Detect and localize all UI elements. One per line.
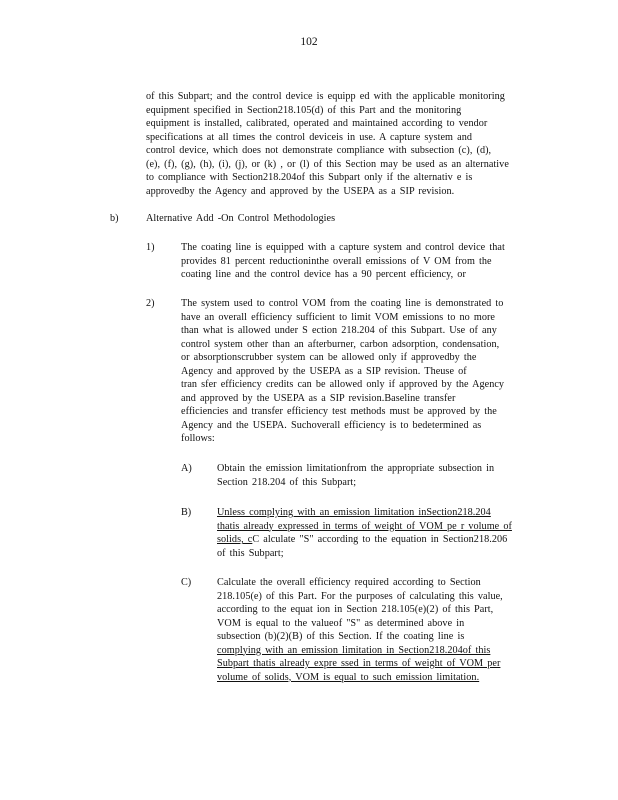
subitem-b-line xyxy=(217,533,507,546)
section-b-title: Alternative Add -On Control Methodologies xyxy=(146,213,336,224)
section-b-label: b) xyxy=(110,213,119,224)
intro-line: equipment specified in Section218.105(d) of this Part and the monitoring xyxy=(146,104,462,116)
item-2-label: 2) xyxy=(146,298,155,309)
subitem-b-line: of this Subpart; xyxy=(217,547,284,559)
subitem-b-line-rest: C alculate "S" according to the equation in Section218.206 xyxy=(252,534,508,545)
item-1-line: coating line and the control device has a 90 percent efficiency, or xyxy=(181,269,466,280)
subitem-b-inserted-line: Unless complying with an emission limitation inSection218.204 xyxy=(217,507,491,518)
item-2-line: or absorptionscrubber system can be allowed only if approvedby the xyxy=(181,352,477,363)
intro-line: (e), (f), (g), (h), (i), (j), or (k) , or (l) of this Section may be used as an alternative xyxy=(146,158,509,170)
item-1-label: 1) xyxy=(146,242,155,253)
subitem-b-inserted-fragment: solids, c xyxy=(217,534,253,545)
item-2-line: efficiencies and transfer efficiency test methods must be approved by the xyxy=(181,406,497,417)
item-2-line: have an overall efficiency sufficient to limit VOM emissions to no more xyxy=(181,311,496,323)
subitem-c-line: VOM is equal to the valueof "S" as determined above in xyxy=(217,617,465,629)
subitem-c-inserted-line: Subpart thatis already expre ssed in terms of weight of VOM per xyxy=(217,658,501,669)
subitem-c-line: 218.105(e) of this Part. For the purposes of calculating this value, xyxy=(217,590,503,602)
subitem-a-line: Section 218.204 of this Subpart; xyxy=(217,476,357,488)
subitem-c-line: according to the equat ion in Section 218.105(e)(2) of this Part, xyxy=(217,604,494,615)
subitem-b-inserted-line: thatis already expressed in terms of weight of VOM pe r volume of xyxy=(217,520,512,532)
subitem-c-inserted-line: volume of solids, VOM is equal to such emission limitation. xyxy=(217,671,480,683)
subitem-b-label: B) xyxy=(181,507,192,518)
intro-line: of this Subpart; and the control device is equipp ed with the applicable monitoring xyxy=(146,91,505,102)
intro-line: approvedby the Agency and approved by the USEPA as a SIP revision. xyxy=(146,185,455,197)
subitem-c-line: Calculate the overall efficiency required according to Section xyxy=(217,577,481,588)
item-1-line: provides 81 percent reductioninthe overall emissions of V OM from the xyxy=(181,255,492,267)
subitem-a-label: A) xyxy=(181,463,192,474)
item-2-line: than what is allowed under S ection 218.204 of this Subpart. Use of any xyxy=(181,325,497,336)
item-2-line: tran sfer efficiency credits can be allowed only if approved by the Agency xyxy=(181,379,505,390)
item-2-line: control system other than an afterburner, carbon adsorption, condensation, xyxy=(181,338,500,350)
subitem-c-label: C) xyxy=(181,577,192,588)
item-2-line: Agency and the USEPA. Suchoverall efficiency is to bedetermined as xyxy=(181,419,482,431)
subitem-c-line: subsection (b)(2)(B) of this Section. If the coating line is xyxy=(217,631,465,642)
intro-line: equipment is installed, calibrated, operated and maintained according to vendor xyxy=(146,118,488,129)
item-2-line: and approved by the USEPA as a SIP revision.Baseline transfer xyxy=(181,392,456,404)
page-number: 102 xyxy=(300,36,318,48)
item-2-line: Agency and approved by the USEPA as a SIP revision. Theuse of xyxy=(181,365,467,377)
item-2-line: follows: xyxy=(181,433,215,444)
subitem-a-line: Obtain the emission limitationfrom the appropriate subsection in xyxy=(217,463,495,474)
intro-line: to compliance with Section218.204of this Subpart only if the alternativ e is xyxy=(146,172,473,183)
item-2-line: The system used to control VOM from the coating line is demonstrated to xyxy=(181,298,504,309)
item-1-line: The coating line is equipped with a capture system and control device that xyxy=(181,242,505,253)
subitem-c-inserted-line: complying with an emission limitation in Section218.204of this xyxy=(217,644,491,656)
intro-line: specifications at all times the control deviceis in use. A capture system and xyxy=(146,131,472,143)
intro-line: control device, which does not demonstrate compliance with subsection (c), (d), xyxy=(146,145,492,156)
